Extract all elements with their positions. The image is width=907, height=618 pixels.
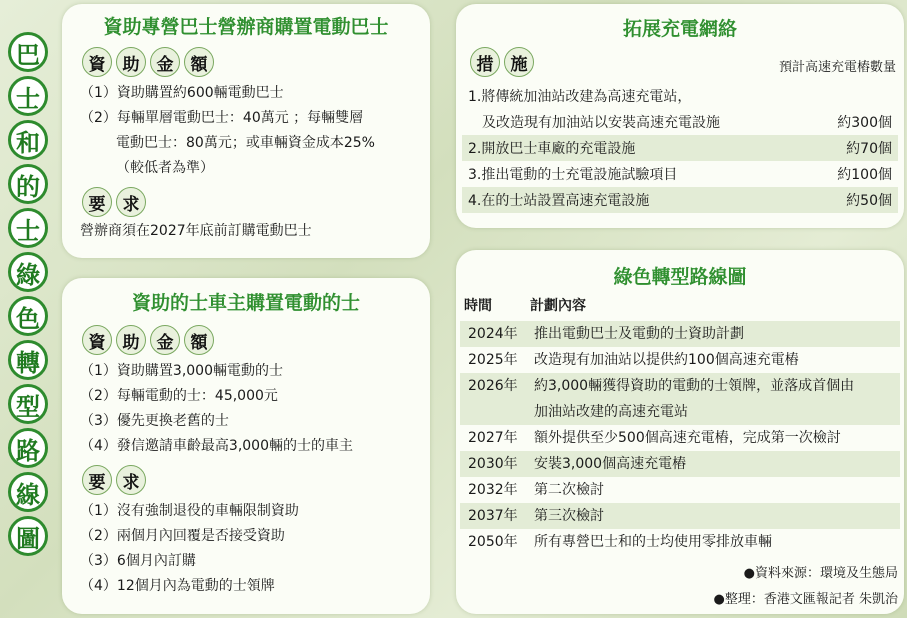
charging-card-title: 拓展充電網絡: [622, 18, 737, 40]
list-item: 電動巴士：80萬元；或車輛資金成本25%: [116, 135, 375, 151]
editor-credit: ●整理：香港文匯報記者 朱凱治: [713, 592, 898, 607]
bus-funding-list: [80, 81, 430, 181]
charging-network-card: [456, 4, 904, 228]
list-item: （3）優先更換老舊的士: [80, 413, 229, 429]
label-bubble: 資: [82, 47, 112, 77]
table-row: 2030年 安裝3,000個高速充電樁: [460, 451, 900, 477]
side-title-char: 綠: [8, 252, 48, 292]
label-bubble: 額: [184, 325, 214, 355]
table-row: 2024年 推出電動巴士及電動的士資助計劃: [460, 321, 900, 347]
list-item: （3）6個月內訂購: [80, 553, 196, 569]
list-item: （4）12個月內為電動的士領牌: [80, 578, 275, 594]
side-title-char: 巴: [8, 32, 48, 72]
side-title-char: 的: [8, 164, 48, 204]
list-item: （2）每輛單層電動巴士：40萬元 ；每輛雙層: [80, 110, 364, 126]
list-item: （1）沒有強制退役的車輛限制資助: [80, 503, 299, 519]
list-item: （1）資助購置約600輛電動巴士: [80, 85, 284, 101]
taxi-funding-list: [80, 359, 430, 459]
charging-column-header: 預計高速充電樁數量: [778, 60, 896, 75]
table-row: 2037年 第三次檢討: [460, 503, 900, 529]
list-item: （1）資助購置3,000輛電動的士: [80, 363, 283, 379]
label-bubble: 金: [150, 47, 180, 77]
source-credit: ●資料來源：環境及生態局: [743, 566, 898, 581]
label-bubble: 求: [116, 187, 146, 217]
label-bubble: 求: [116, 465, 146, 495]
table-row: 加油站改建的高速充電站: [460, 399, 900, 425]
list-item: （較低者為準）: [116, 160, 214, 176]
bus-funding-label: [82, 47, 430, 77]
side-title-char: 型: [8, 384, 48, 424]
roadmap-card: [456, 250, 904, 614]
charging-measures-label: [470, 47, 534, 77]
roadmap-table: [460, 321, 900, 555]
bus-subsidy-card: [62, 4, 430, 258]
label-bubble: 助: [116, 325, 146, 355]
side-title-char: 色: [8, 296, 48, 336]
label-bubble: 助: [116, 47, 146, 77]
taxi-req-label: [82, 465, 430, 495]
roadmap-header: 時間 計劃內容: [464, 298, 586, 314]
label-bubble: 施: [504, 47, 534, 77]
label-bubble: 要: [82, 187, 112, 217]
table-row: 2025年 改造現有加油站以提供約100個高速充電樁: [468, 352, 799, 368]
side-title-char: 圖: [8, 516, 48, 556]
list-item: （2）每輛電動的士：45,000元: [80, 388, 278, 404]
side-title: [6, 32, 50, 556]
side-title-char: 線: [8, 472, 48, 512]
table-row: 2032年 第二次檢討: [468, 482, 604, 498]
list-item: （2）兩個月內回覆是否接受資助: [80, 528, 285, 544]
taxi-req-list: [80, 499, 430, 599]
label-bubble: 資: [82, 325, 112, 355]
side-title-char: 士: [8, 208, 48, 248]
table-row: 3.推出電動的士充電設施試驗項目 約100個: [468, 167, 892, 183]
side-title-char: 士: [8, 76, 48, 116]
list-item: （4）發信邀請車齡最高3,000輛的士的車主: [80, 438, 353, 454]
table-row: 2050年 所有專營巴士和的士均使用零排放車輛: [468, 534, 772, 550]
label-bubble: 要: [82, 465, 112, 495]
charging-table: [462, 83, 898, 213]
bus-req-label: [82, 187, 430, 217]
table-row: 2026年 約3,000輛獲得資助的電動的士領牌，並落成首個由: [460, 373, 900, 399]
taxi-funding-label: [82, 325, 430, 355]
label-bubble: 措: [470, 47, 500, 77]
table-row: 及改造現有加油站以安裝高速充電設施 約300個: [482, 115, 892, 131]
label-bubble: 金: [150, 325, 180, 355]
taxi-subsidy-card: [62, 278, 430, 614]
side-title-char: 轉: [8, 340, 48, 380]
roadmap-card-title: 綠色轉型路線圖: [613, 266, 747, 288]
table-row: 2027年 額外提供至少500個高速充電樁，完成第一次檢討: [468, 430, 841, 446]
table-row: 4.在的士站設置高速充電設施 約50個: [462, 187, 898, 213]
bus-req-text: 營辦商須在2027年底前訂購電動巴士: [80, 223, 312, 239]
table-row: 1.將傳統加油站改建為高速充電站，: [468, 89, 692, 105]
taxi-card-title: 資助的士車主購置電動的士: [131, 292, 360, 314]
side-title-char: 路: [8, 428, 48, 468]
bus-card-title: 資助專營巴士營辦商購置電動巴士: [103, 16, 389, 38]
table-row: 2.開放巴士車廠的充電設施 約70個: [462, 135, 898, 161]
side-title-char: 和: [8, 120, 48, 160]
label-bubble: 額: [184, 47, 214, 77]
